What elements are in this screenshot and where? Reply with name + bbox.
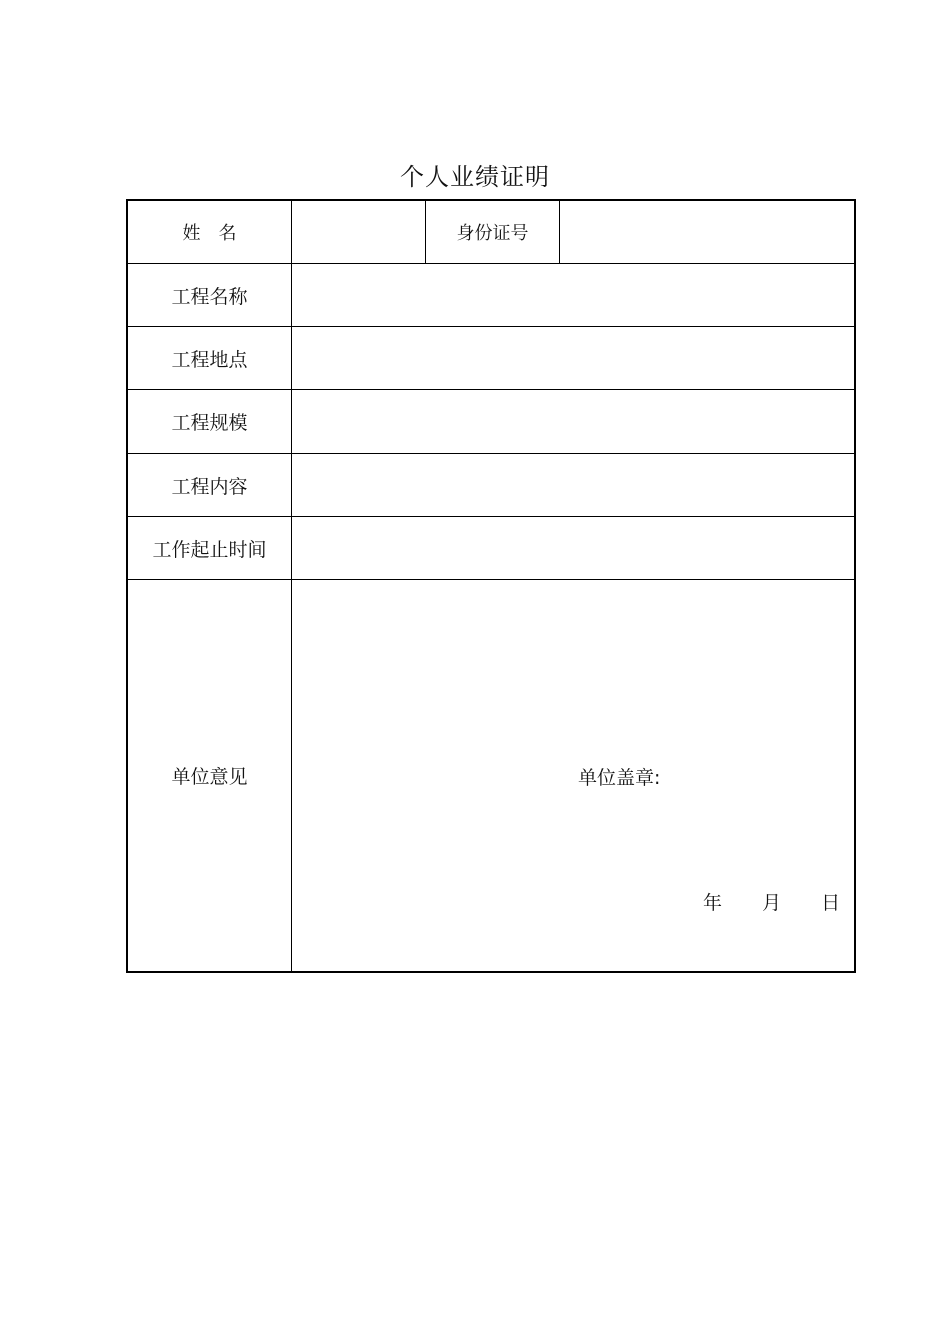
project-location-label: 工程地点 [171, 348, 248, 371]
work-period-label: 工作起止时间 [152, 538, 267, 561]
date-month-label: 月 [762, 892, 782, 914]
project-content-field[interactable] [292, 454, 854, 516]
project-name-label: 工程名称 [171, 285, 248, 308]
document-title: 个人业绩证明 [400, 163, 550, 191]
date-day-label: 日 [821, 892, 841, 914]
name-field[interactable] [292, 201, 425, 263]
project-scale-field[interactable] [292, 390, 854, 453]
work-period-field[interactable] [292, 517, 854, 579]
id-number-label: 身份证号 [456, 223, 529, 244]
date-line [703, 888, 840, 915]
performance-certificate-form [126, 199, 856, 973]
unit-opinion-label: 单位意见 [171, 766, 248, 788]
project-location-field[interactable] [292, 327, 854, 389]
project-content-label: 工程内容 [171, 475, 248, 498]
name-label: 姓 名 [182, 223, 237, 244]
project-scale-label: 工程规模 [171, 412, 248, 434]
date-year-label: 年 [703, 892, 723, 914]
unit-seal-label: 单位盖章: [578, 767, 661, 789]
id-number-field[interactable] [560, 201, 854, 263]
project-name-field[interactable] [292, 264, 854, 326]
